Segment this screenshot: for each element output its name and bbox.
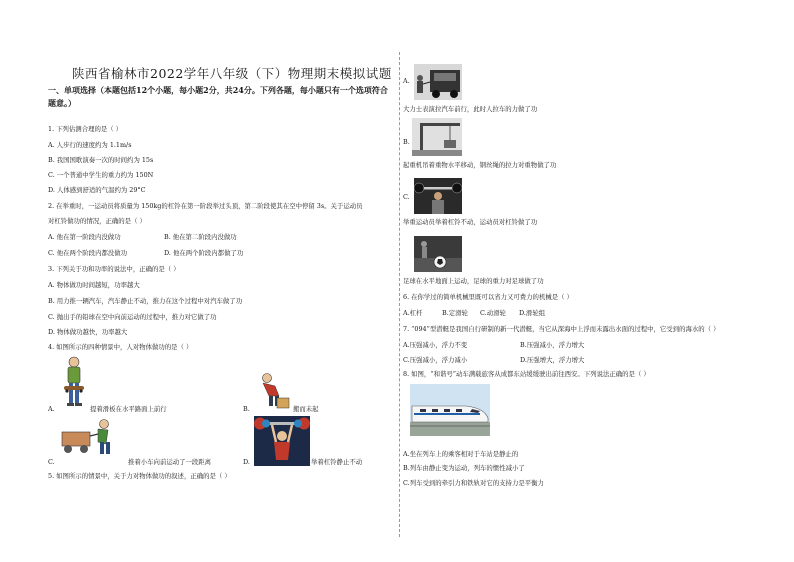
q3-option-c: C. 抛出手的铅球在空中向前运动的过程中，推力对它做了功 <box>48 313 217 321</box>
q4-option-d-text: 举着杠铃静止不动 <box>311 458 363 466</box>
q2-stem-line1: 2. 在举重时，一运动员将质量为 150kg的杠铃在第一阶段举过头顶，第二阶段使其在空中停留 3s。关于运动员 <box>48 202 363 210</box>
q1-option-b: B. 我国国歌演奏一次的时间约为 15s <box>48 156 154 164</box>
q6-option-c: C.动滑轮 <box>480 309 506 317</box>
q4-option-d-letter: D. <box>243 458 250 466</box>
q6-option-d: D.滑轮组 <box>519 309 546 317</box>
q7-stem: 7. “094”型潜艇是我国自行研制的新一代潜艇，当它从深海中上浮而未露出水面的过程中，它受到的海水的（ ） <box>403 325 720 333</box>
q4-option-b-letter: B. <box>243 405 250 413</box>
q7-option-a: A.压强减小，浮力不变 <box>403 341 468 349</box>
q8-stem: 8. 如图，“和谐号”动车满载旅客从成都东站缓缓驶出前往西安。下列说法正确的是（ ） <box>403 370 650 378</box>
q4-option-c-letter: C. <box>48 458 55 466</box>
q1-stem: 1. 下列估测合理的是（ ） <box>48 125 123 133</box>
q3-option-b: B. 用力推一辆汽车，汽车静止不动，推力在这个过程中对汽车做了功 <box>48 297 243 305</box>
boy-pushing-cart-image <box>60 418 120 458</box>
crane-moving-load-image <box>412 118 462 156</box>
q4-option-c-text: 推着小车向前运动了一段距离 <box>128 458 212 466</box>
weightlifter-holding-barbell-image <box>254 416 310 466</box>
section-heading-line2: 题意。） <box>48 98 76 108</box>
q6-stem: 6. 在你学过的简单机械里既可以省力又可费力的机械是（ ） <box>403 293 573 301</box>
q6-option-b: B.定滑轮 <box>442 309 468 317</box>
weightlifter-photo-image <box>414 178 462 214</box>
q3-stem: 3. 下列关于功和功率的说法中，正确的是（ ） <box>48 265 180 273</box>
q8-option-a: A.坐在列车上的乘客相对于车站是静止的 <box>403 450 519 458</box>
q4-option-a-text: 提着滑板在水平路面上前行 <box>90 405 167 413</box>
q5-option-a-letter: A. <box>403 77 410 85</box>
q5-option-d-text: 足球在水平地面上运动，足球的重力对足球做了功 <box>403 277 544 285</box>
q5-stem: 5. 如图所示的情景中，关于力对物体做功的叙述，正确的是（ ） <box>48 472 231 480</box>
football-on-field-image <box>414 236 462 272</box>
q2-stem-line2: 对杠铃做功的情况，正确的是（ ） <box>48 217 146 225</box>
q5-option-a-text: 大力士表演拉汽车前行，此时人拉车的力做了功 <box>403 105 538 113</box>
q5-option-b-text: 起重机吊着重物水平移动，钢丝绳的拉力对重物做了功 <box>403 161 557 169</box>
q5-option-c-letter: C. <box>403 193 410 201</box>
q4-option-a-letter: A. <box>48 405 55 413</box>
q5-option-c-text: 举重运动员举着杠铃不动，运动员对杠铃做了功 <box>403 218 538 226</box>
column-divider <box>399 52 400 537</box>
q4-stem: 4. 如图所示的四种情景中，人对物体做功的是（ ） <box>48 343 193 351</box>
q6-option-a: A.杠杆 <box>403 309 423 317</box>
q2-option-b: B. 他在第二阶段内没做功 <box>164 233 237 241</box>
q8-option-b: B.列车由静止变为运动，列车的惯性减小了 <box>403 464 525 472</box>
q7-option-b: B.压强减小，浮力增大 <box>520 341 585 349</box>
boy-carrying-skateboard-image <box>60 356 88 410</box>
q4-option-b-text: 搬而未起 <box>293 405 319 413</box>
q2-option-a: A. 他在第一阶段内没做功 <box>48 233 121 241</box>
q8-option-c: C.列车受到的牵引力和铁轨对它的支持力是平衡力 <box>403 479 544 487</box>
q2-option-c: C. 他在两个阶段内都没做功 <box>48 249 128 257</box>
q3-option-d: D. 物体做功越快，功率越大 <box>48 328 128 336</box>
strongman-pulling-truck-image <box>414 64 462 100</box>
person-lifting-box-image <box>255 372 291 410</box>
page-title: 陕西省榆林市2022学年八年级（下）物理期末模拟试题 <box>72 66 392 81</box>
q2-option-d: D. 他在两个阶段内都做了功 <box>164 249 244 257</box>
harmony-train-image <box>410 384 490 436</box>
q1-option-d: D. 人体感到舒适的气温约为 29°C <box>48 186 146 194</box>
q7-option-c: C.压强减小，浮力减小 <box>403 356 468 364</box>
q1-option-c: C. 一个普通中学生的重力约为 150N <box>48 171 154 179</box>
section-heading-line1: 一、单项选择（本题包括12个小题，每小题2分，共24分。下列各题，每小题只有一个选项符合 <box>48 85 388 95</box>
q7-option-d: D.压强增大，浮力增大 <box>520 356 585 364</box>
q3-option-a: A. 物体做功时间越短，功率越大 <box>48 281 140 289</box>
q5-option-b-letter: B. <box>403 138 410 146</box>
q1-option-a: A. 人步行的速度约为 1.1m/s <box>48 141 132 149</box>
